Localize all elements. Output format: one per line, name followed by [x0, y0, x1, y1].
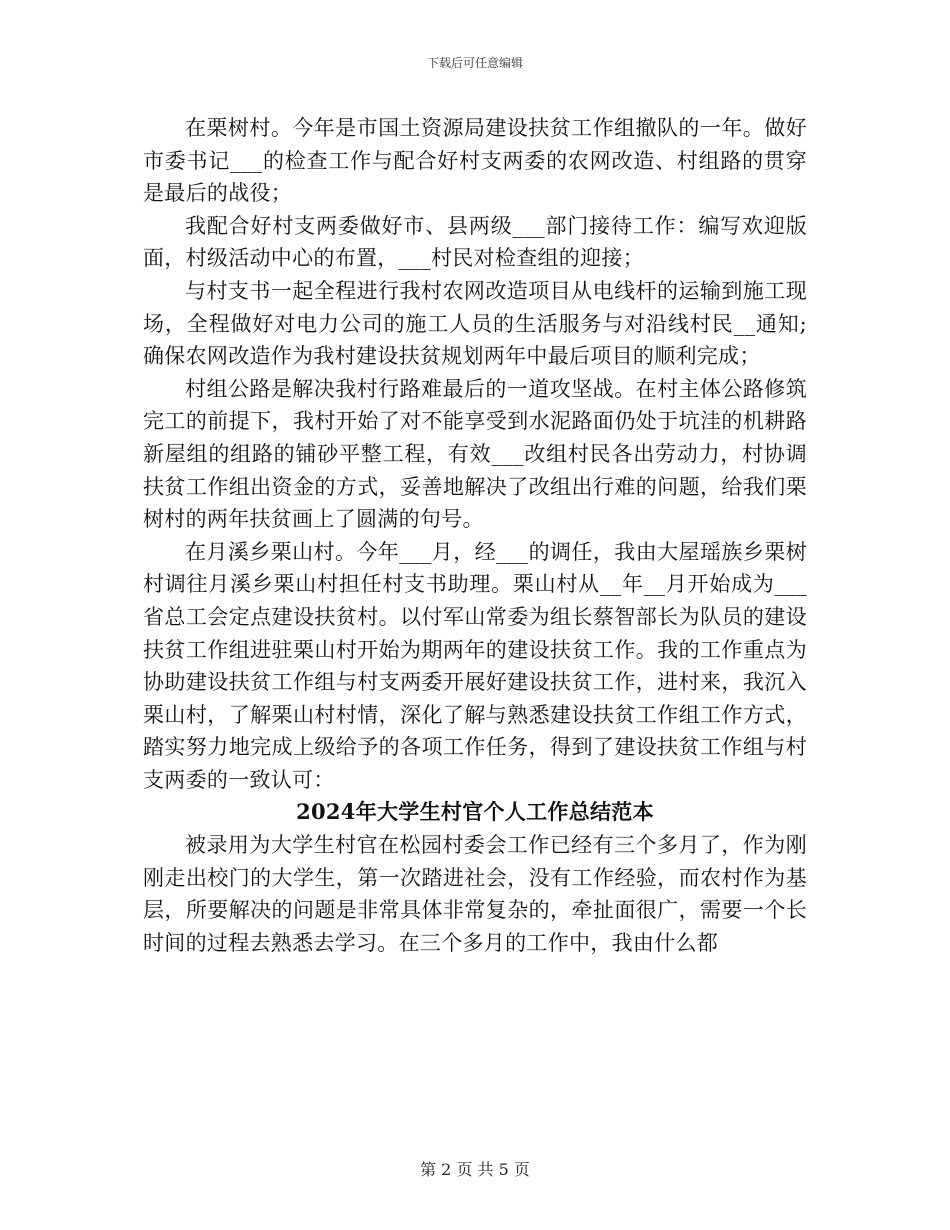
- paragraph: 在月溪乡栗山村。今年___月，经___的调任，我由大屋瑶族乡栗树村调往月溪乡栗山村担任村支书助理。栗山村从__年__月开始成为___省总工会定点建设扶贫村。以付军山常委为组长蔡智部长为队员的建设扶贫工作组进驻栗山村开始为期两年的建设扶贫工作。我的工作重点为协助建设扶贫工作组与村支两委开展好建设扶贫工作，进村来，我沉入栗山村，了解栗山村村情，深化了解与熟悉建设扶贫工作组工作方式，踏实努力地完成上级给予的各项工作任务，得到了建设扶贫工作组与村支两委的一致认可：: [143, 539, 807, 792]
- page-footer: 第 2 页 共 5 页: [420, 1160, 530, 1179]
- paragraph: 与村支书一起全程进行我村农网改造项目从电线杆的运输到施工现场，全程做好对电力公司的施工人员的生活服务与对沿线村民__通知;确保农网改造作为我村建设扶贫规划两年中最后项目的顺利完成；: [143, 278, 807, 369]
- paragraph: 在栗树村。今年是市国土资源局建设扶贫工作组撤队的一年。做好市委书记___的检查工作与配合好村支两委的农网改造、村组路的贯穿是最后的战役；: [143, 116, 807, 206]
- page-header: 下载后可任意编辑: [426, 56, 523, 70]
- paragraph: 村组公路是解决我村行路难最后的一道攻坚战。在村主体公路修筑完工的前提下，我村开始了对不能享受到水泥路面仍处于坑洼的机耕路新屋组的组路的铺砂平整工程，有效___改组村民各出劳动力，村协调扶贫工作组出资金的方式，妥善地解决了改组出行难的问题，给我们栗树村的两年扶贫画上了圆满的句号。: [143, 376, 807, 532]
- paragraph: 被录用为大学生村官在松园村委会工作已经有三个多月了，作为刚刚走出校门的大学生，第一次踏进社会，没有工作经验，而农村作为基层，所要解决的问题是非常具体非常复杂的，牵扯面很广，需要一个长时间的过程去熟悉去学习。在三个多月的工作中，我由什么都: [143, 833, 807, 955]
- paragraph: 我配合好村支两委做好市、县两级___部门接待工作：编写欢迎版面，村级活动中心的布置，___村民对检查组的迎接；: [143, 213, 807, 271]
- document-body: [143, 112, 807, 959]
- section-title: 2024年大学生村官个人工作总结范本: [296, 799, 654, 825]
